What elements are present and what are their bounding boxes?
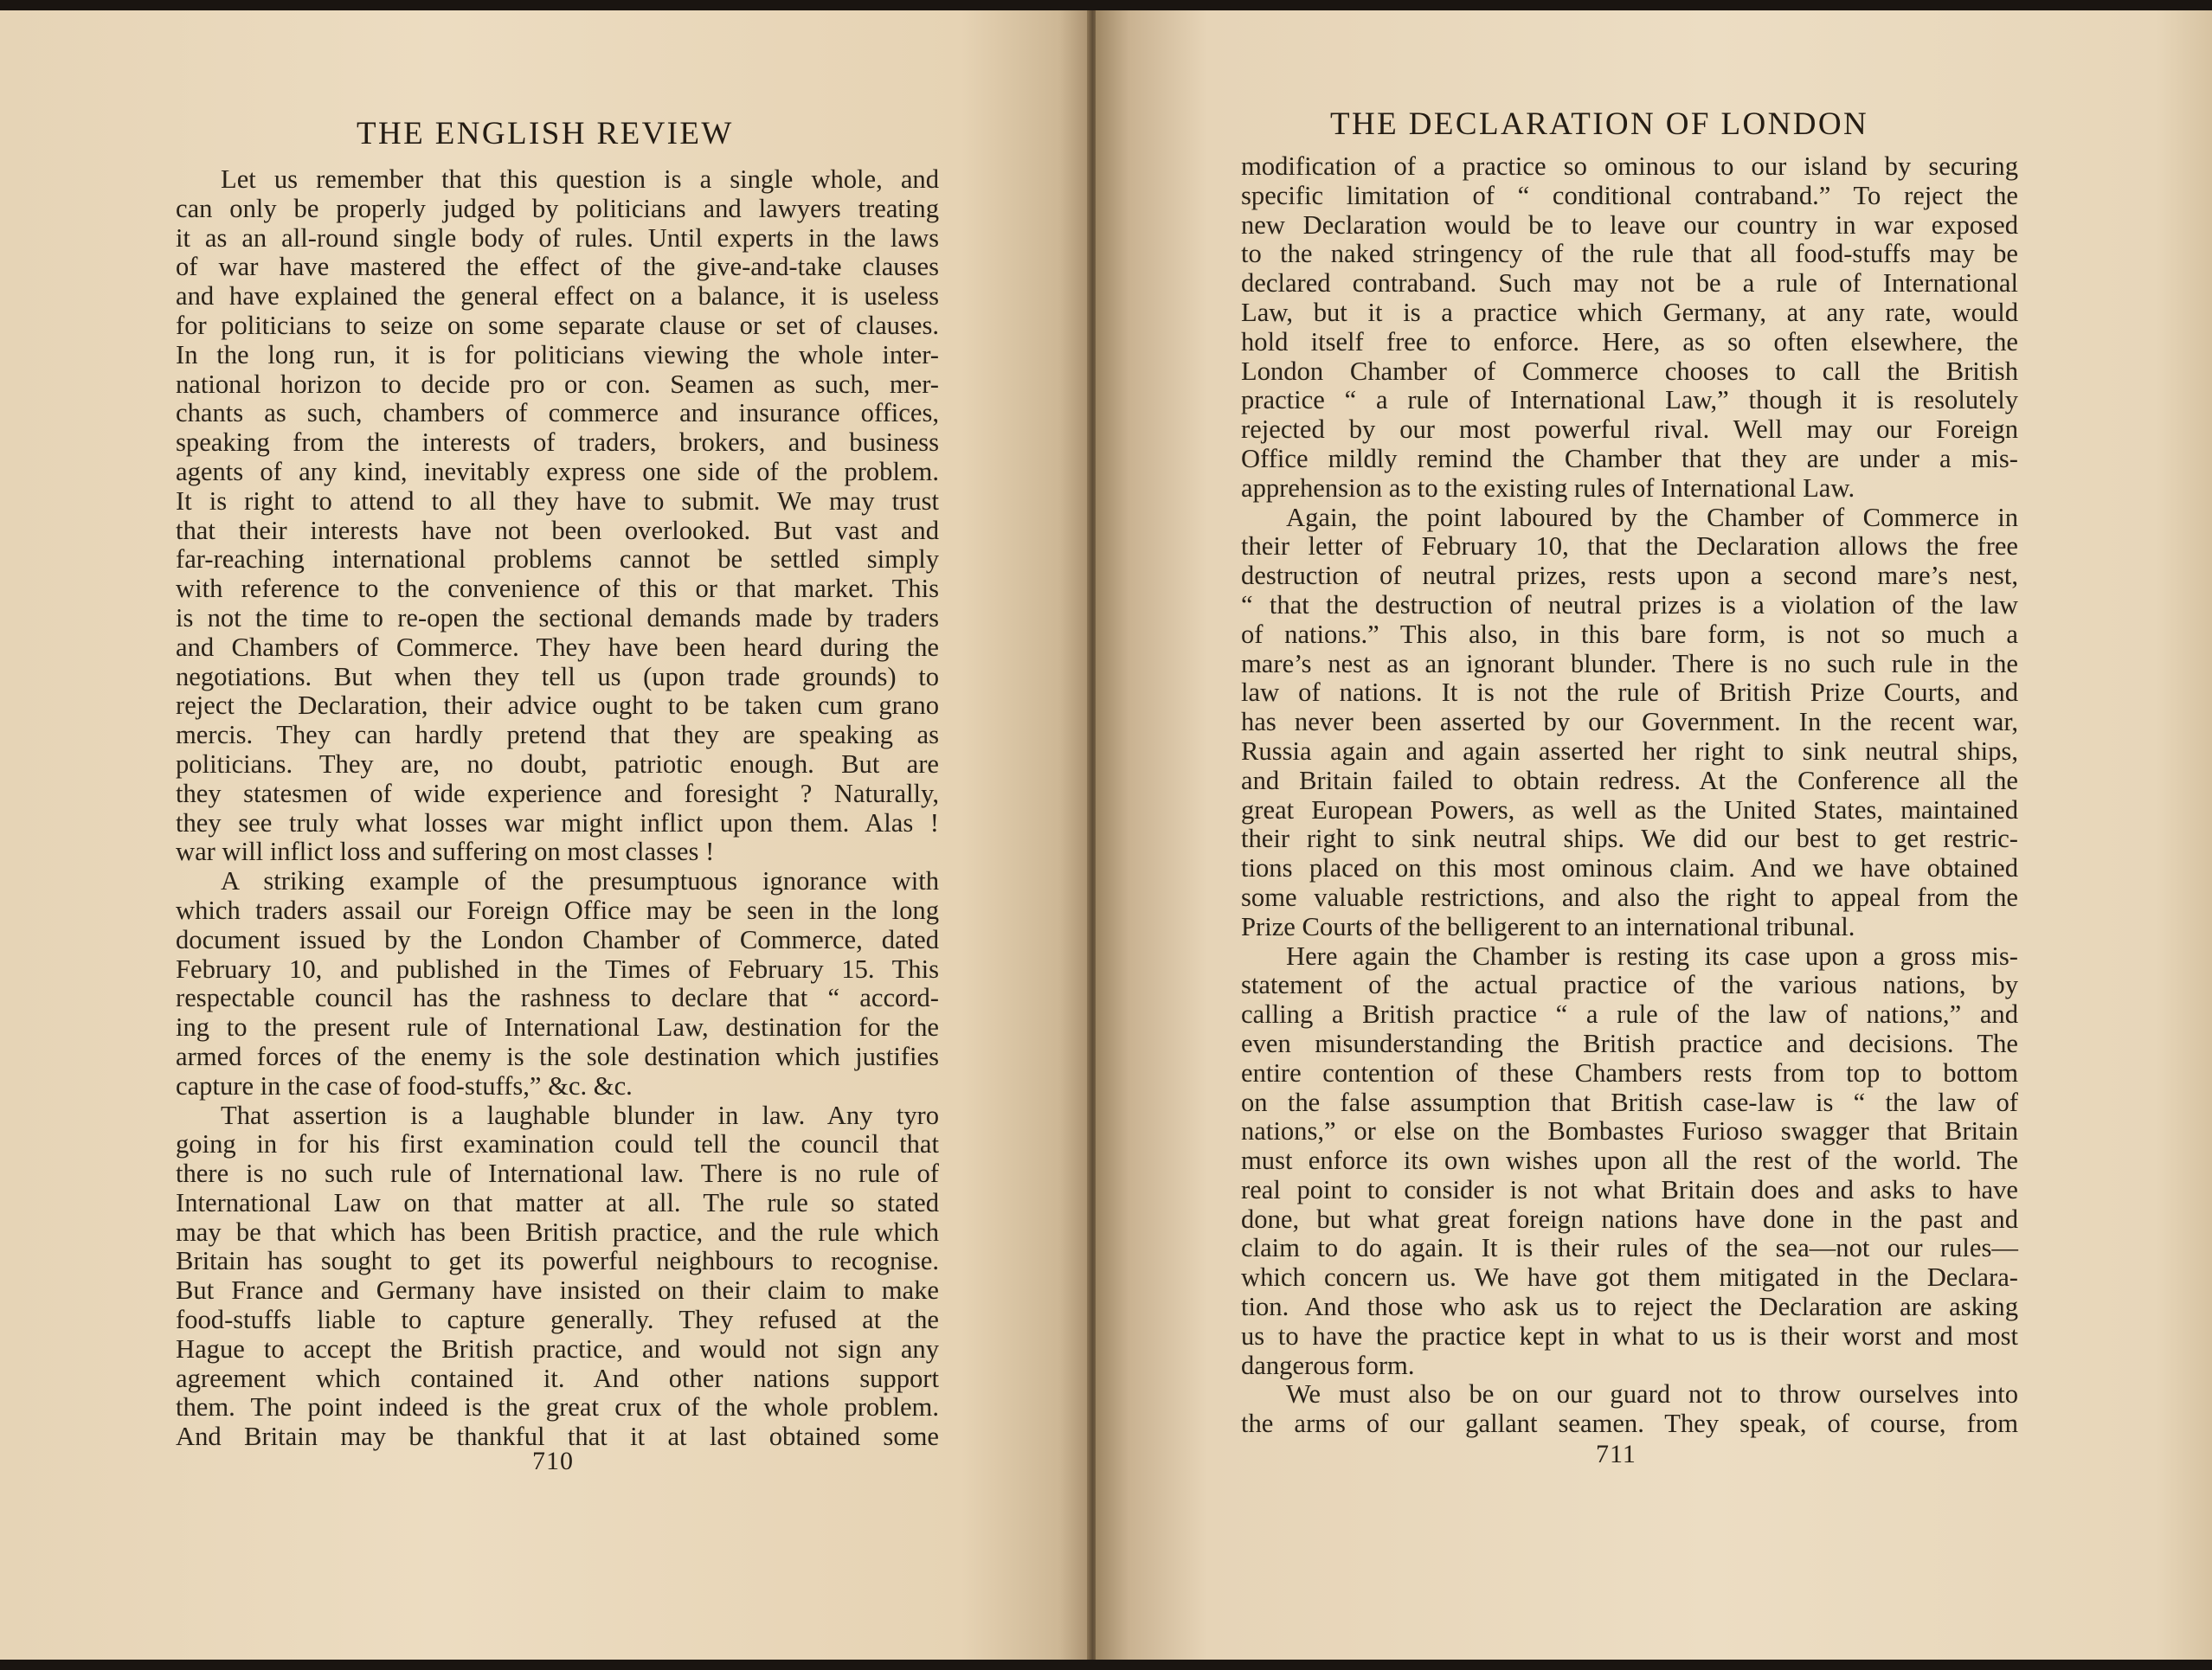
text-line: But France and Germany have insisted on their claim to make: [176, 1275, 939, 1306]
text-line: calling a British practice “ a rule of the law of nations,” and: [1241, 999, 2018, 1030]
text-line: their letter of February 10, that the Declaration allows the free: [1241, 531, 2018, 562]
text-line: practice “ a rule of International Law,” though it is resolutely: [1241, 385, 2018, 415]
text-line: may be that which has been British practice, and the rule which: [176, 1217, 939, 1247]
text-line: hold itself free to enforce. Here, as so often elsewhere, the: [1241, 326, 2018, 356]
text-line: document issued by the London Chamber of Commerce, dated: [176, 924, 939, 954]
scan-top-edge: [0, 0, 2212, 10]
text-line: and Chambers of Commerce. They have been heard during the: [176, 632, 939, 662]
text-line: that their interests have not been overlooked. But vast and: [176, 515, 939, 545]
text-line: national horizon to decide pro or con. Seamen as such, mer-: [176, 369, 939, 399]
text-line: on the false assumption that British case-law is “ the law of: [1241, 1087, 2018, 1117]
text-line: agreement which contained it. And other nations support: [176, 1363, 939, 1393]
text-line: even misunderstanding the British practice and decisions. The: [1241, 1028, 2018, 1058]
text-line: respectable council has the rashness to declare that “ accord-: [176, 983, 939, 1013]
text-line: A striking example of the presumptuous ignorance with: [221, 866, 939, 896]
text-line: and have explained the general effect on a balance, it is useless: [176, 281, 939, 312]
text-line: Again, the point laboured by the Chamber of Commerce in: [1286, 502, 2018, 532]
text-line: reject the Declaration, their advice ought to be taken cum grano: [176, 690, 939, 721]
text-line: agents of any kind, inevitably express one side of the problem.: [176, 456, 939, 486]
text-line: real point to consider is not what Britain does and asks to have: [1241, 1174, 2018, 1204]
text-line: negotiations. But when they tell us (upon trade grounds) to: [176, 661, 939, 691]
text-line: has never been asserted by our Government. In the recent war,: [1241, 707, 2018, 737]
text-line: Let us remember that this question is a single whole, and: [221, 164, 939, 194]
text-line: International Law on that matter at all. The rule so stated: [176, 1187, 939, 1217]
text-line: the arms of our gallant seamen. They speak, of course, from: [1241, 1409, 2018, 1439]
left-page: [0, 0, 1092, 1670]
text-line: Hague to accept the British practice, and would not sign any: [176, 1333, 939, 1364]
text-line: London Chamber of Commerce chooses to call the British: [1241, 356, 2018, 386]
page-number-right: 711: [1596, 1440, 1636, 1468]
text-line: Law, but it is a practice which Germany, at any rate, would: [1241, 297, 2018, 327]
text-line: “ that the destruction of neutral prizes is a violation of the law: [1241, 589, 2018, 620]
text-line: they statesmen of wide experience and foresight ? Naturally,: [176, 778, 939, 808]
text-line: declared contraband. Such may not be a rule of International: [1241, 268, 2018, 299]
running-head-right: THE DECLARATION OF LONDON: [1330, 106, 1869, 142]
text-line: of war have mastered the effect of the give-and-take clauses: [176, 252, 939, 282]
text-line: rejected by our most powerful rival. Well may our Foreign: [1241, 414, 2018, 445]
text-line: far-reaching international problems cannot be settled simply: [176, 544, 939, 575]
text-line: with reference to the convenience of this or that market. This: [176, 574, 939, 604]
text-line: modification of a practice so ominous to our island by securing: [1241, 151, 2018, 181]
text-line: Russia again and again asserted her right to sink neutral ships,: [1241, 735, 2018, 766]
text-line: is not the time to re-open the sectional demands made by traders: [176, 602, 939, 633]
text-line: Prize Courts of the belligerent to an international tribunal.: [1241, 911, 1855, 941]
text-line: capture in the case of food-stuffs,” &c. &c.: [176, 1070, 633, 1101]
text-line: That assertion is a laughable blunder in law. Any tyro: [221, 1100, 939, 1130]
text-line: February 10, and published in the Times of February 15. This: [176, 954, 939, 984]
text-line: nations,” or else on the Bombastes Furioso swagger that Britain: [1241, 1116, 2018, 1147]
right-page: [1096, 0, 2212, 1670]
text-line: dangerous form.: [1241, 1350, 1415, 1380]
text-line: Office mildly remind the Chamber that they are under a mis-: [1241, 443, 2018, 473]
text-line: chants as such, chambers of commerce and insurance offices,: [176, 398, 939, 428]
text-line: some valuable restrictions, and also the right to appeal from the: [1241, 882, 2018, 912]
text-line: Here again the Chamber is resting its case upon a gross mis-: [1286, 941, 2018, 971]
text-line: entire contention of these Chambers rests from top to bottom: [1241, 1057, 2018, 1088]
text-line: for politicians to seize on some separate clause or set of clauses.: [176, 310, 939, 340]
text-line: And Britain may be thankful that it at last obtained some: [176, 1422, 939, 1452]
text-line: war will inflict loss and suffering on most classes !: [176, 837, 715, 867]
text-line: tions placed on this most ominous claim. And we have obtained: [1241, 853, 2018, 883]
text-line: food-stuffs liable to capture generally. They refused at the: [176, 1305, 939, 1335]
page-number-left: 710: [532, 1447, 574, 1475]
text-line: their right to sink neutral ships. We did our best to get restric-: [1241, 824, 2018, 854]
text-line: and Britain failed to obtain redress. At the Conference all the: [1241, 765, 2018, 795]
text-line: ing to the present rule of International Law, destination for the: [176, 1012, 939, 1043]
text-line: It is right to attend to all they have to submit. We may trust: [176, 485, 939, 516]
text-line: new Declaration would be to leave our country in war exposed: [1241, 209, 2018, 240]
text-line: claim to do again. It is their rules of the sea—not our rules—: [1241, 1233, 2018, 1263]
text-line: them. The point indeed is the great crux of the whole problem.: [176, 1392, 939, 1423]
text-line: must enforce its own wishes upon all the rest of the world. The: [1241, 1146, 2018, 1176]
text-line: speaking from the interests of traders, brokers, and business: [176, 427, 939, 458]
text-line: mercis. They can hardly pretend that they are speaking as: [176, 720, 939, 750]
text-line: In the long run, it is for politicians viewing the whole inter-: [176, 339, 939, 369]
text-line: law of nations. It is not the rule of British Prize Courts, and: [1241, 678, 2018, 708]
text-line: to the naked stringency of the rule that all food-stuffs may be: [1241, 239, 2018, 269]
text-line: mare’s nest as an ignorant blunder. There is no such rule in the: [1241, 648, 2018, 678]
right-page-text: [1241, 152, 2018, 1439]
text-line: they see truly what losses war might inflict upon them. Alas !: [176, 807, 939, 838]
text-line: armed forces of the enemy is the sole destination which justifies: [176, 1041, 939, 1071]
text-line: politicians. They are, no doubt, patriotic enough. But are: [176, 748, 939, 779]
text-line: which traders assail our Foreign Office may be seen in the long: [176, 895, 939, 925]
text-line: done, but what great foreign nations have done in the past and: [1241, 1204, 2018, 1234]
text-line: going in for his first examination could tell the council that: [176, 1129, 939, 1159]
running-head-left: THE ENGLISH REVIEW: [357, 116, 734, 151]
text-line: can only be properly judged by politicians and lawyers treating: [176, 193, 939, 223]
text-line: apprehension as to the existing rules of International Law.: [1241, 472, 1855, 503]
text-line: tion. And those who ask us to reject the Declaration are asking: [1241, 1292, 2018, 1322]
text-line: We must also be on our guard not to throw ourselves into: [1286, 1379, 2018, 1410]
text-line: great European Powers, as well as the United States, maintained: [1241, 794, 2018, 825]
text-line: statement of the actual practice of the various nations, by: [1241, 970, 2018, 1000]
text-line: which concern us. We have got them mitigated in the Declara-: [1241, 1262, 2018, 1293]
text-line: there is no such rule of International law. There is no rule of: [176, 1159, 939, 1189]
text-line: us to have the practice kept in what to us is their worst and most: [1241, 1320, 2018, 1351]
text-line: it as an all-round single body of rules. Until experts in the laws: [176, 222, 939, 253]
text-line: Britain has sought to get its powerful neighbours to recognise.: [176, 1246, 939, 1276]
text-line: of nations.” This also, in this bare form, is not so much a: [1241, 619, 2018, 649]
left-page-text: [176, 165, 939, 1452]
text-line: destruction of neutral prizes, rests upon a second mare’s nest,: [1241, 561, 2018, 591]
text-line: specific limitation of “ conditional contraband.” To reject the: [1241, 180, 2018, 210]
scan-bottom-edge: [0, 1660, 2212, 1670]
